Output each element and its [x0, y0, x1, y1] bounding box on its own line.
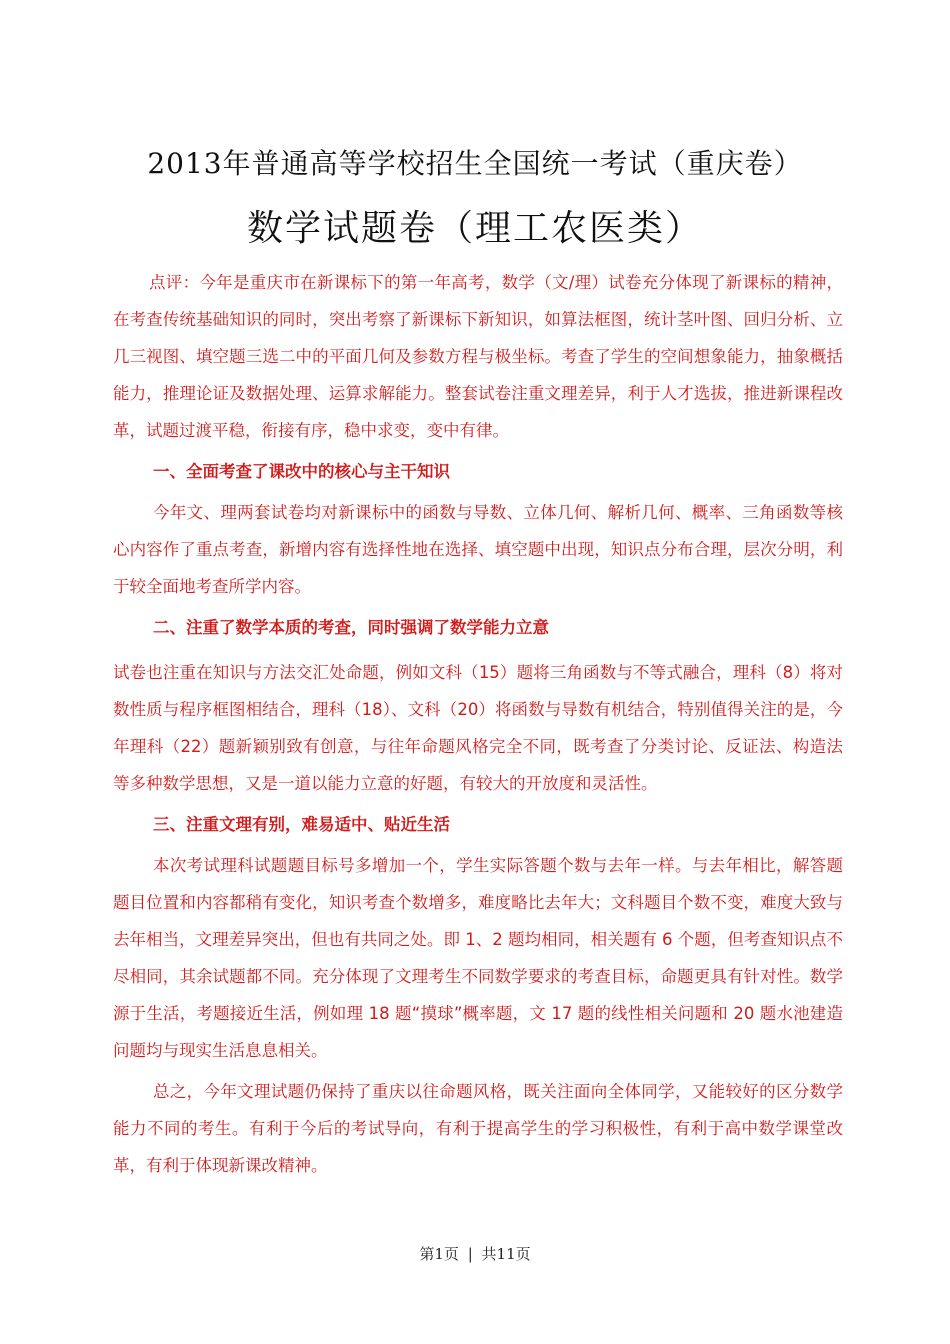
paper-subtitle: 数学试题卷（理工农医类） — [246, 208, 703, 249]
summary-paragraph: 总之，今年文理试题仍保持了重庆以往命题风格，既关注面向全体同学，又能较好的区分数学能力不同的考生。有利于今后的考试导向，有利于提高学生的学习积极性，有利于高中数学课堂改革，有利于体现新课改精神。 — [113, 1082, 843, 1175]
commentary-body — [113, 264, 843, 1184]
total-pages-label: 共11页 — [481, 1245, 531, 1263]
section-paragraph-2: 试卷也注重在知识与方法交汇处命题，例如文科（15）题将三角函数与不等式融合，理科（8）将对数性质与程序框图相结合，理科（18）、文科（20）将函数与导数有机结合，特别值得关注的是，今年理科（22）题新颖别致有创意，与往年命题风格完全不同，既考查了分类讨论、反证法、构造法等多种数学思想，又是一道以能力立意的好题，有较大的开放度和灵活性。 — [113, 663, 843, 793]
section-paragraph-1: 今年文、理两套试卷均对新课标中的函数与导数、立体几何、解析几何、概率、三角函数等核心内容作了重点考查，新增内容有选择性地在选择、填空题中出现，知识点分布合理，层次分明，利于较全面地考查所学内容。 — [113, 503, 843, 596]
section-paragraph-3: 本次考试理科试题题目标号多增加一个，学生实际答题个数与去年一样。与去年相比，解答题题目位置和内容都稍有变化，知识考查个数增多，难度略比去年大；文科题目个数不变，难度大致与去年相当，文理差异突出，但也有共同之处。即 1、2 题均相同，相关题有 6 个题，但考查知识点不尽相同，其余试题都不同。充分体现了文理考生不同数学要求的考查目标，命题更具有针对性。数学源于生活，考题接近生活，例如理 18 题“摸球”概率题，文 17 题的线性相关问题和 20 题水池建造问题均与现实生活息息相关。 — [113, 856, 843, 1060]
section-heading-2: 二、注重了数学本质的考查，同时强调了数学能力立意 — [153, 618, 549, 637]
section-heading-1: 一、全面考查了课改中的核心与主干知识 — [153, 462, 450, 481]
exam-title: 2013年普通高等学校招生全国统一考试（重庆卷） — [147, 147, 803, 180]
page-footer — [0, 1243, 950, 1264]
current-page-label: 第1页 — [419, 1245, 459, 1263]
section-heading-3: 三、注重文理有别，难易适中、贴近生活 — [153, 815, 450, 834]
footer-separator: | — [467, 1245, 473, 1263]
intro-paragraph: 点评：今年是重庆市在新课标下的第一年高考，数学（文/理）试卷充分体现了新课标的精神，在考查传统基础知识的同时，突出考察了新课标下新知识，如算法框图，统计茎叶图、回归分析、立几三视图、填空题三选二中的平面几何及参数方程与极坐标。考查了学生的空间想象能力，抽象概括能力，推理论证及数据处理、运算求解能力。整套试卷注重文理差异，利于人才选拔，推进新课程改革，试题过渡平稳，衔接有序，稳中求变，变中有律。 — [113, 273, 843, 440]
